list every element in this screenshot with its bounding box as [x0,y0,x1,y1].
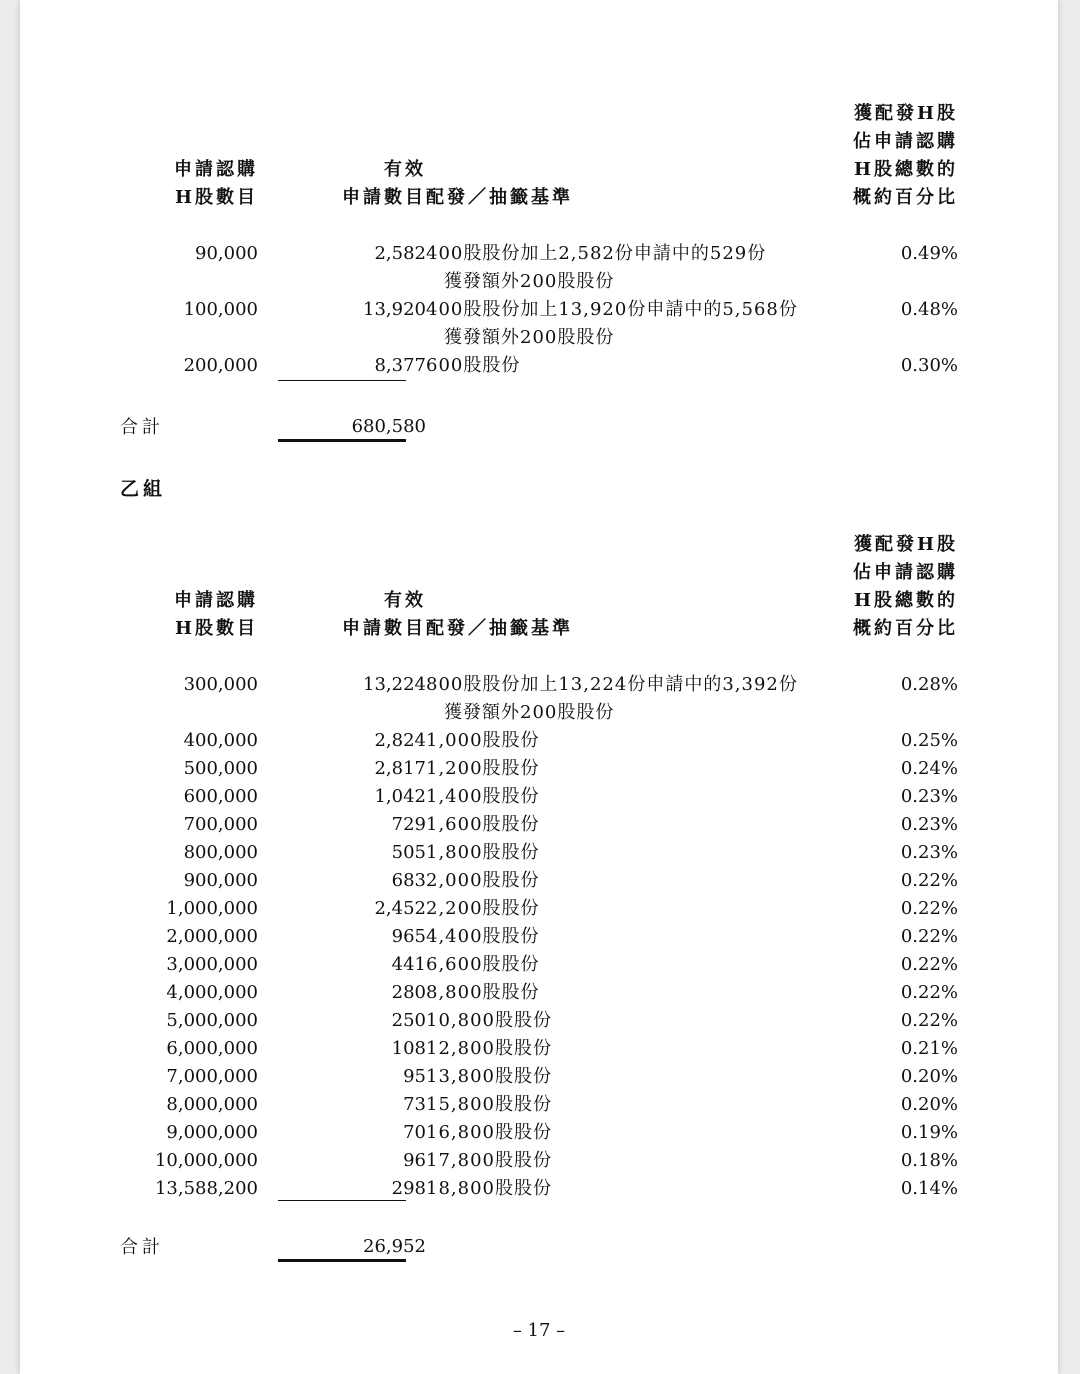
table-cell-valid: 8,377 [374,355,426,376]
group-b-total-value: 26,952 [363,1236,426,1257]
table-cell-pct: 0.19% [900,1122,958,1143]
table-cell-basis: 1,000股股份 [426,730,540,751]
table-cell-basis: 13,800股股份 [426,1066,552,1087]
table-cell-pct: 0.22% [900,898,958,919]
table-cell-basis: 2,200股股份 [426,898,540,919]
col-header-applied-1: 申請認購 [174,159,258,180]
table-cell-valid: 2,817 [374,758,426,779]
table-cell-valid: 108 [391,1038,426,1059]
table-cell-pct: 0.22% [900,926,958,947]
table-cell-pct: 0.22% [900,954,958,975]
group-a-total-value: 680,580 [351,416,426,437]
table-cell-pct: 0.25% [900,730,958,751]
table-cell-shares: 90,000 [195,243,258,264]
table-cell-basis: 18,800股股份 [426,1178,552,1199]
table-cell-pct: 0.18% [900,1150,958,1171]
table-cell-basis: 400股股份加上13,920份申請中的5,568份 [426,299,798,320]
table-cell-valid: 73 [403,1094,426,1115]
table-cell-shares: 900,000 [183,870,258,891]
table-cell-basis: 1,200股股份 [426,758,540,779]
table-cell-shares: 9,000,000 [166,1122,258,1143]
table-cell-shares: 300,000 [183,674,258,695]
col-header-basis: 配發／抽籤基準 [426,187,573,208]
table-cell-pct: 0.22% [900,1010,958,1031]
table-cell-valid: 1,042 [374,786,426,807]
table-cell-basis: 2,000股股份 [426,870,540,891]
table-cell-valid: 250 [391,1010,426,1031]
col-header-pct-1: 獲配發H股 [853,534,958,555]
table-cell-shares: 400,000 [183,730,258,751]
table-cell-shares: 600,000 [183,786,258,807]
table-cell-shares: 2,000,000 [166,926,258,947]
table-cell-shares: 13,588,200 [154,1178,258,1199]
table-cell-basis-cont: 獲發額外200股股份 [444,271,615,292]
table-cell-valid: 298 [391,1178,426,1199]
table-cell-shares: 10,000,000 [154,1150,258,1171]
table-cell-pct: 0.23% [900,786,958,807]
total-rule [278,439,406,442]
col-header-valid-1: 有效 [384,590,426,611]
table-cell-valid: 729 [391,814,426,835]
table-cell-pct: 0.30% [900,355,958,376]
table-cell-basis: 4,400股股份 [426,926,540,947]
table-cell-basis: 1,800股股份 [426,842,540,863]
table-cell-basis: 800股股份加上13,224份申請中的3,392份 [426,674,798,695]
col-header-pct-4: 概約百分比 [853,187,958,208]
col-header-valid-2: 申請數目 [342,618,426,639]
table-cell-pct: 0.21% [900,1038,958,1059]
col-header-pct-1: 獲配發H股 [853,103,958,124]
document-page [20,0,1058,1374]
table-cell-pct: 0.24% [900,758,958,779]
table-cell-valid: 280 [391,982,426,1003]
table-cell-shares: 1,000,000 [166,898,258,919]
table-cell-valid: 683 [391,870,426,891]
table-cell-shares: 7,000,000 [166,1066,258,1087]
table-cell-basis: 15,800股股份 [426,1094,552,1115]
table-cell-basis: 17,800股股份 [426,1150,552,1171]
table-cell-basis: 400股股份加上2,582份申請中的529份 [426,243,767,264]
table-cell-shares: 4,000,000 [166,982,258,1003]
table-cell-pct: 0.28% [900,674,958,695]
col-header-applied-1: 申請認購 [174,590,258,611]
subtotal-rule [278,1200,406,1201]
table-cell-shares: 8,000,000 [166,1094,258,1115]
table-cell-shares: 700,000 [183,814,258,835]
table-cell-basis: 1,400股股份 [426,786,540,807]
table-cell-pct: 0.14% [900,1178,958,1199]
table-cell-basis: 10,800股股份 [426,1010,552,1031]
table-cell-pct: 0.22% [900,870,958,891]
table-cell-valid: 965 [391,926,426,947]
table-cell-valid: 13,920 [363,299,426,320]
table-cell-pct: 0.23% [900,842,958,863]
table-cell-shares: 3,000,000 [166,954,258,975]
table-cell-shares: 200,000 [183,355,258,376]
table-cell-pct: 0.22% [900,982,958,1003]
col-header-valid-1: 有效 [384,159,426,180]
table-cell-pct: 0.48% [900,299,958,320]
table-cell-basis: 1,600股股份 [426,814,540,835]
table-cell-valid: 13,224 [363,674,426,695]
table-cell-basis-cont: 獲發額外200股股份 [444,327,615,348]
table-cell-valid: 441 [391,954,426,975]
table-cell-valid: 2,582 [374,243,426,264]
table-cell-pct: 0.20% [900,1094,958,1115]
table-cell-shares: 6,000,000 [166,1038,258,1059]
table-cell-valid: 2,452 [374,898,426,919]
col-header-pct-3: H股總數的 [853,590,958,611]
table-cell-valid: 95 [403,1066,426,1087]
col-header-pct-2: 佔申請認購 [853,131,958,152]
table-cell-basis-cont: 獲發額外200股股份 [444,702,615,723]
table-cell-valid: 505 [391,842,426,863]
group-b-title: 乙組 [120,478,167,500]
table-cell-shares: 100,000 [183,299,258,320]
table-cell-basis: 6,600股股份 [426,954,540,975]
table-cell-basis: 600股股份 [426,355,521,376]
table-cell-basis: 8,800股股份 [426,982,540,1003]
col-header-valid-2: 申請數目 [342,187,426,208]
group-b-total-label: 合計 [120,1237,164,1258]
col-header-basis: 配發／抽籤基準 [426,618,573,639]
table-cell-pct: 0.49% [900,243,958,264]
table-cell-shares: 5,000,000 [166,1010,258,1031]
table-cell-valid: 2,824 [374,730,426,751]
col-header-applied-2: H股數目 [174,618,258,639]
table-cell-valid: 70 [403,1122,426,1143]
col-header-pct-3: H股總數的 [853,159,958,180]
table-cell-basis: 12,800股股份 [426,1038,552,1059]
table-cell-pct: 0.20% [900,1066,958,1087]
table-cell-shares: 500,000 [183,758,258,779]
col-header-pct-4: 概約百分比 [853,618,958,639]
page-number: – 17 – [512,1320,566,1341]
table-cell-shares: 800,000 [183,842,258,863]
table-cell-basis: 16,800股股份 [426,1122,552,1143]
col-header-pct-2: 佔申請認購 [853,562,958,583]
table-cell-valid: 96 [403,1150,426,1171]
subtotal-rule [278,380,406,381]
group-a-total-label: 合計 [120,417,164,438]
table-cell-pct: 0.23% [900,814,958,835]
col-header-applied-2: H股數目 [174,187,258,208]
total-rule [278,1259,406,1262]
